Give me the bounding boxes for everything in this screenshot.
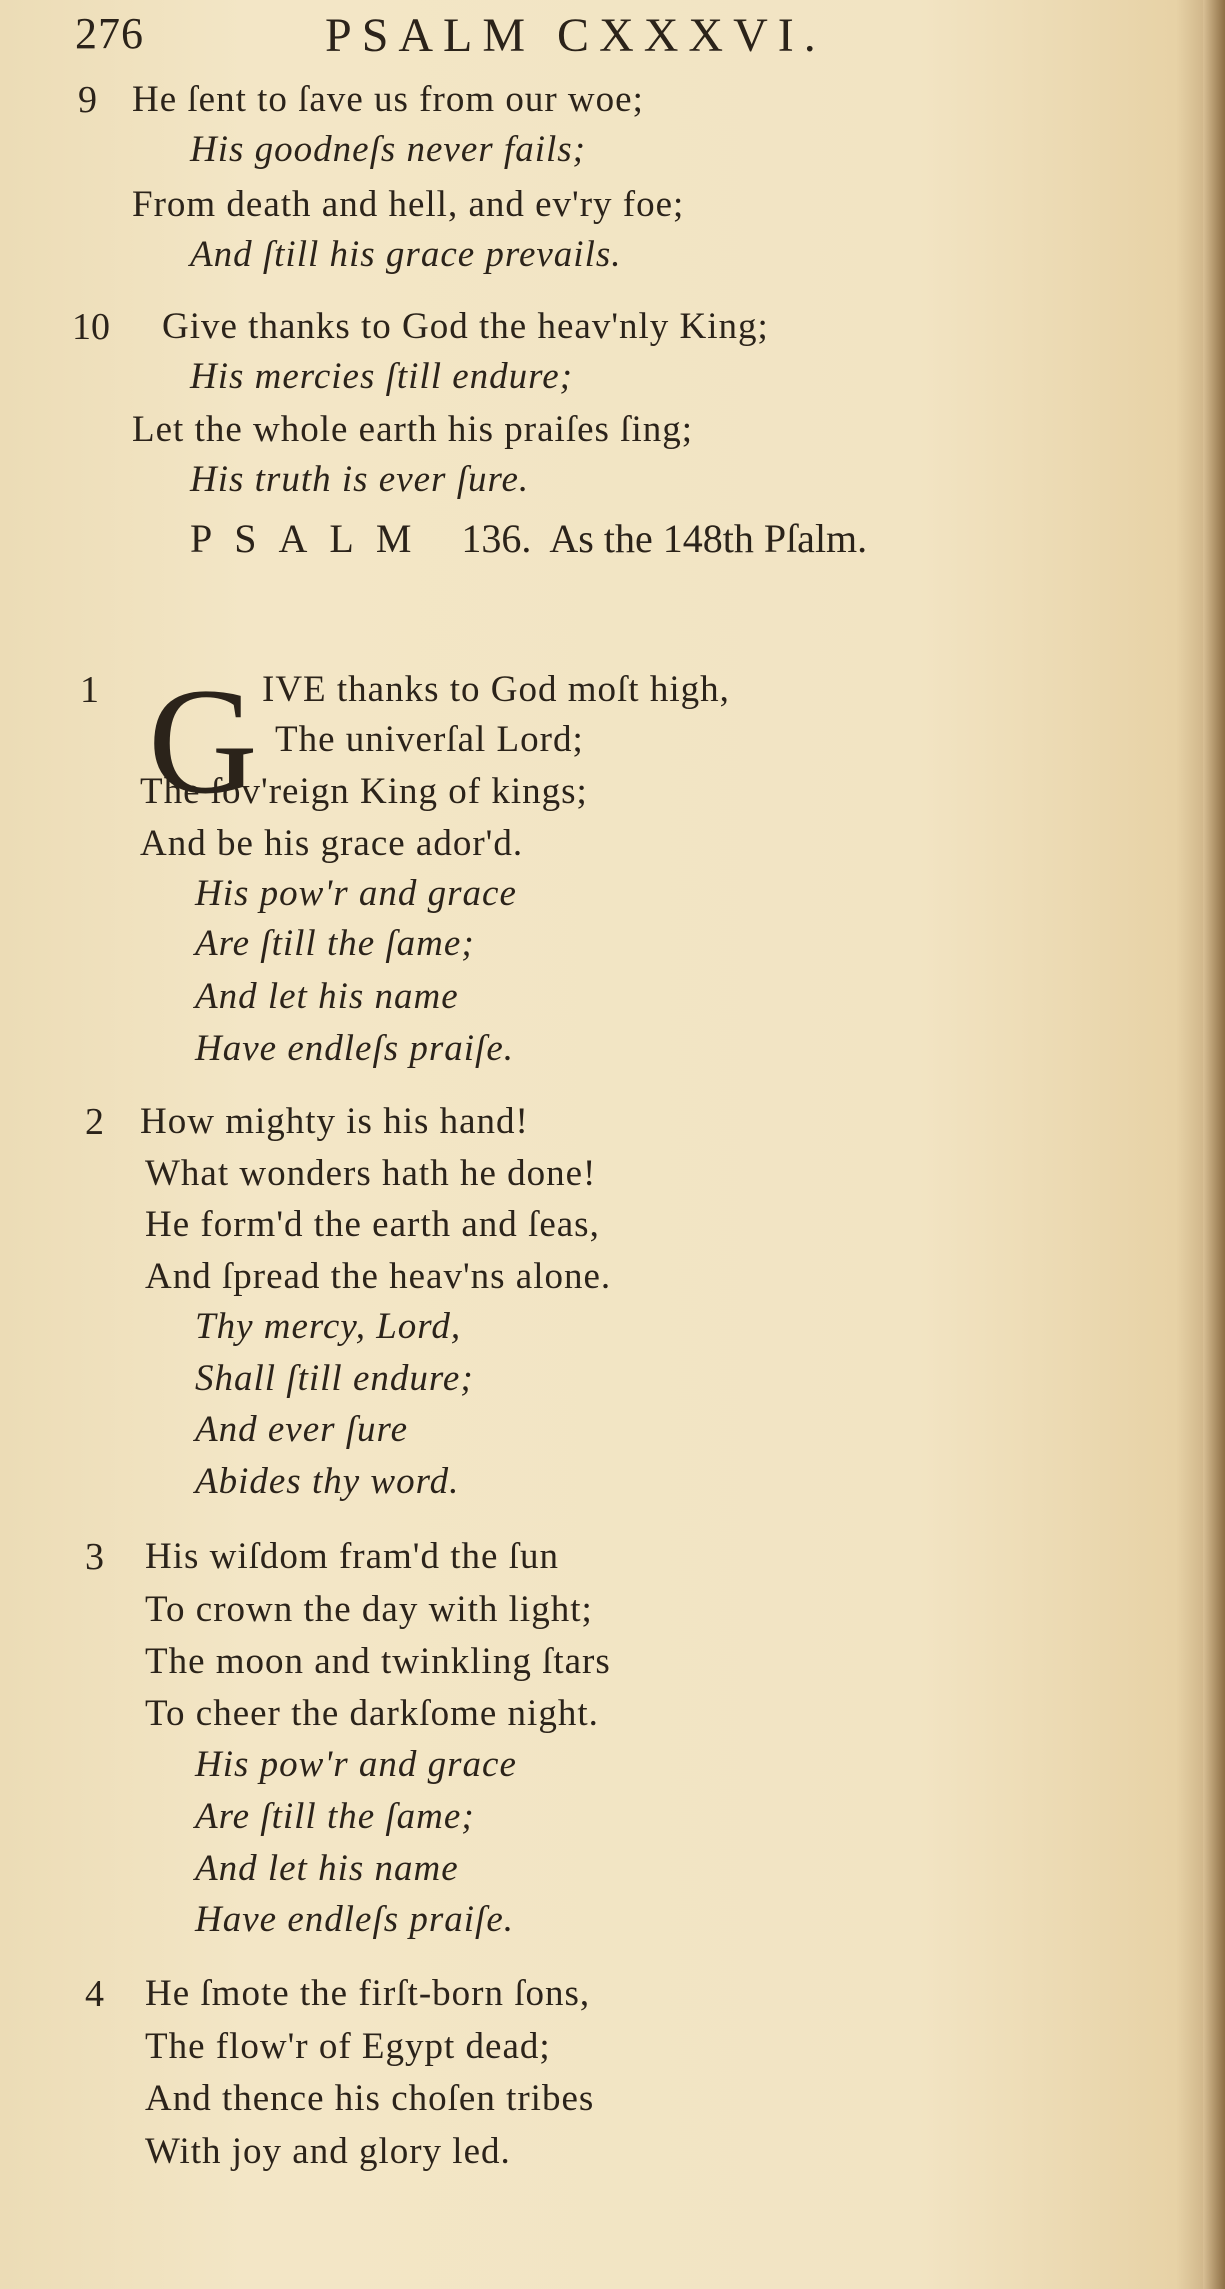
verse-line: He ſent to ſave us from our woe;	[132, 79, 644, 120]
verse-line: He form'd the earth and ſeas,	[145, 1204, 600, 1245]
stanza-number: 9	[78, 79, 97, 121]
verse-refrain-line: Shall ſtill endure;	[195, 1358, 474, 1399]
stanza-number: 2	[85, 1101, 104, 1143]
verse-line: The flow'r of Egypt dead;	[145, 2026, 551, 2067]
verse-refrain-line: And let his name	[195, 976, 459, 1017]
verse-line: And thence his choſen tribes	[145, 2078, 595, 2119]
verse-refrain-line: Are ſtill the ſame;	[195, 923, 475, 964]
verse-refrain-line: And ever ſure	[195, 1409, 408, 1450]
stanza-number: 10	[72, 306, 110, 348]
verse-refrain-line: Abides thy word.	[195, 1461, 460, 1502]
verse-line: How mighty is his hand!	[140, 1101, 529, 1142]
page-header	[75, 8, 1155, 68]
verse-refrain-line: And let his name	[195, 1848, 459, 1889]
verse-line: The univerſal Lord;	[275, 719, 584, 760]
verse-refrain-line: Thy mercy, Lord,	[195, 1306, 462, 1347]
verse-refrain-line: His truth is ever ſure.	[190, 459, 530, 500]
verse-line: The ſov'reign King of kings;	[140, 771, 588, 812]
page-number: 276	[75, 9, 144, 58]
verse-line: He ſmote the firſt-born ſons,	[145, 1973, 591, 2014]
verse-refrain-line: His pow'r and grace	[195, 1744, 517, 1785]
verse-line: Let the whole earth his praiſes ſing;	[132, 409, 694, 450]
verse-refrain-line: Are ſtill the ſame;	[195, 1796, 475, 1837]
verse-line: And be his grace ador'd.	[140, 823, 524, 864]
stanza-number: 1	[80, 669, 99, 711]
verse-line: With joy and glory led.	[145, 2131, 511, 2172]
verse-line: What wonders hath he done!	[145, 1153, 597, 1194]
drop-cap: G	[148, 657, 258, 825]
verse-line: His wiſdom fram'd the ſun	[145, 1536, 559, 1577]
running-title: PSALM CXXXVI.	[325, 9, 826, 62]
verse-line: IVE thanks to God moſt high,	[262, 669, 730, 710]
page-edge	[1203, 0, 1225, 2289]
verse-line: The moon and twinkling ſtars	[145, 1641, 611, 1682]
verse-refrain-line: And ſtill his grace prevails.	[190, 234, 622, 275]
verse-line: Give thanks to God the heav'nly King;	[162, 306, 769, 347]
psalm-heading	[190, 515, 867, 562]
psalm-label: PSALM	[190, 516, 434, 561]
verse-line: To crown the day with light;	[145, 1589, 593, 1630]
stanza-number: 3	[85, 1536, 104, 1578]
verse-line: From death and hell, and ev'ry foe;	[132, 184, 685, 225]
verse-line: And ſpread the heav'ns alone.	[145, 1256, 612, 1297]
verse-line: To cheer the darkſome night.	[145, 1693, 599, 1734]
verse-refrain-line: Have endleſs praiſe.	[195, 1899, 514, 1940]
verse-refrain-line: Have endleſs praiſe.	[195, 1028, 514, 1069]
stanza-number: 4	[85, 1973, 104, 2015]
verse-refrain-line: His mercies ſtill endure;	[190, 356, 573, 397]
psalm-number: 136.	[461, 516, 532, 561]
verse-refrain-line: His goodneſs never fails;	[190, 129, 586, 170]
verse-refrain-line: His pow'r and grace	[195, 873, 517, 914]
psalm-meter: As the 148th Pſalm.	[549, 516, 868, 561]
